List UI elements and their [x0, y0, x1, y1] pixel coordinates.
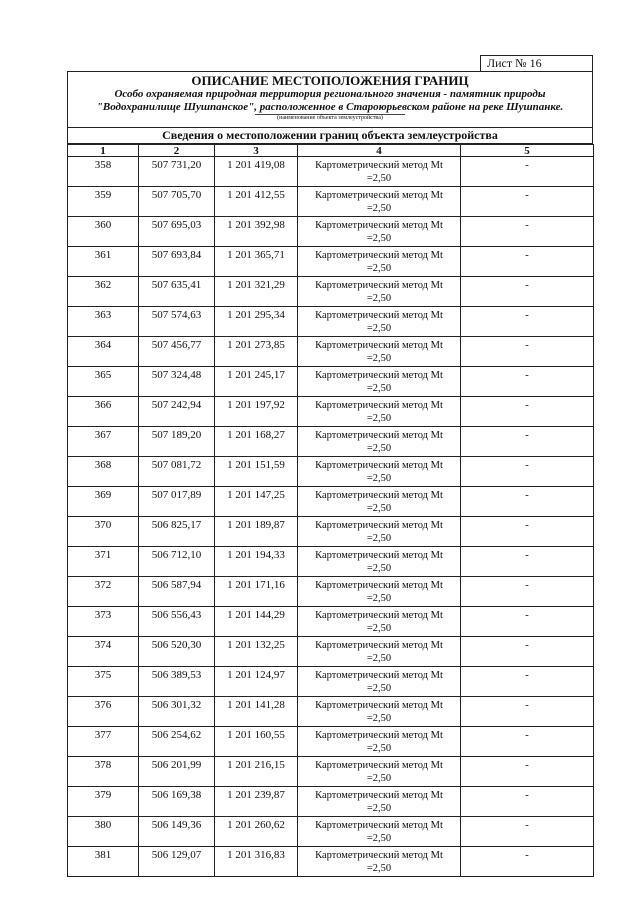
point-number-cell: 371: [68, 547, 139, 577]
coordinate-x-cell: 507 017,89: [139, 487, 215, 517]
method-accuracy: =2,50: [366, 203, 392, 214]
description-cell: -: [461, 427, 594, 457]
table-body: [68, 157, 594, 877]
method-text: Картометрический метод Mt: [315, 640, 443, 651]
table-row: [68, 247, 594, 277]
method-text: Картометрический метод Mt: [315, 610, 443, 621]
table-row: [68, 427, 594, 457]
method-accuracy: =2,50: [366, 623, 392, 634]
method-cell: [298, 337, 461, 367]
method-text: Картометрический метод Mt: [315, 580, 443, 591]
coordinate-y-cell: 1 201 141,28: [215, 697, 298, 727]
document-header: [67, 71, 593, 128]
point-number-cell: 367: [68, 427, 139, 457]
method-accuracy: =2,50: [366, 263, 392, 274]
method-text: Картометрический метод Mt: [315, 160, 443, 171]
point-number-cell: 380: [68, 817, 139, 847]
point-number-cell: 376: [68, 697, 139, 727]
description-cell: -: [461, 457, 594, 487]
document-title: ОПИСАНИЕ МЕСТОПОЛОЖЕНИЯ ГРАНИЦ: [191, 73, 469, 88]
method-cell: [298, 187, 461, 217]
column-header: 3: [215, 145, 298, 157]
method-cell: [298, 277, 461, 307]
method-cell: [298, 427, 461, 457]
description-cell: -: [461, 637, 594, 667]
method-text: Картометрический метод Mt: [315, 520, 443, 531]
description-cell: -: [461, 697, 594, 727]
point-number-cell: 369: [68, 487, 139, 517]
coordinate-y-cell: 1 201 147,25: [215, 487, 298, 517]
description-cell: -: [461, 367, 594, 397]
point-number-cell: 363: [68, 307, 139, 337]
table-row: [68, 187, 594, 217]
method-cell: [298, 367, 461, 397]
table-row: [68, 457, 594, 487]
method-text: Картометрический метод Mt: [315, 400, 443, 411]
method-cell: [298, 517, 461, 547]
coordinate-x-cell: 507 189,20: [139, 427, 215, 457]
method-accuracy: =2,50: [366, 713, 392, 724]
column-header: 4: [298, 145, 461, 157]
description-cell: -: [461, 787, 594, 817]
method-accuracy: =2,50: [366, 533, 392, 544]
method-accuracy: =2,50: [366, 683, 392, 694]
coordinate-y-cell: 1 201 194,33: [215, 547, 298, 577]
coordinate-y-cell: 1 201 144,29: [215, 607, 298, 637]
table-row: [68, 217, 594, 247]
method-accuracy: =2,50: [366, 833, 392, 844]
description-cell: -: [461, 307, 594, 337]
coordinate-x-cell: 507 705,70: [139, 187, 215, 217]
method-text: Картометрический метод Mt: [315, 460, 443, 471]
column-header: 2: [139, 145, 215, 157]
method-accuracy: =2,50: [366, 293, 392, 304]
coordinate-y-cell: 1 201 168,27: [215, 427, 298, 457]
coordinate-x-cell: 506 301,32: [139, 697, 215, 727]
method-text: Картометрический метод Mt: [315, 430, 443, 441]
method-cell: [298, 247, 461, 277]
table-row: [68, 547, 594, 577]
coordinate-y-cell: 1 201 189,87: [215, 517, 298, 547]
object-description-line-2: "Водохранилище Шушпанское", расположенное в Староюрьевском районе на реке Шушпанке.: [96, 101, 564, 113]
coordinate-x-cell: 506 389,53: [139, 667, 215, 697]
table-row: [68, 817, 594, 847]
method-cell: [298, 697, 461, 727]
coordinate-y-cell: 1 201 132,25: [215, 637, 298, 667]
description-cell: -: [461, 847, 594, 877]
method-text: Картометрический метод Mt: [315, 310, 443, 321]
boundary-coordinates-table: [67, 144, 594, 877]
method-text: Картометрический метод Mt: [315, 790, 443, 801]
method-accuracy: =2,50: [366, 743, 392, 754]
method-accuracy: =2,50: [366, 593, 392, 604]
method-text: Картометрический метод Mt: [315, 220, 443, 231]
point-number-cell: 365: [68, 367, 139, 397]
description-cell: -: [461, 577, 594, 607]
coordinate-x-cell: 506 169,38: [139, 787, 215, 817]
description-cell: -: [461, 187, 594, 217]
point-number-cell: 362: [68, 277, 139, 307]
coordinate-y-cell: 1 201 160,55: [215, 727, 298, 757]
table-row: [68, 277, 594, 307]
description-cell: -: [461, 217, 594, 247]
point-number-cell: 379: [68, 787, 139, 817]
sheet-number: Лист № 16: [480, 55, 593, 72]
coordinate-x-cell: 506 149,36: [139, 817, 215, 847]
method-accuracy: =2,50: [366, 353, 392, 364]
method-accuracy: =2,50: [366, 773, 392, 784]
table-row: [68, 157, 594, 187]
method-cell: [298, 607, 461, 637]
column-header: 5: [461, 145, 594, 157]
coordinate-x-cell: 506 825,17: [139, 517, 215, 547]
method-text: Картометрический метод Mt: [315, 850, 443, 861]
description-cell: -: [461, 397, 594, 427]
description-cell: -: [461, 337, 594, 367]
description-cell: -: [461, 667, 594, 697]
coordinate-x-cell: 507 574,63: [139, 307, 215, 337]
point-number-cell: 381: [68, 847, 139, 877]
point-number-cell: 361: [68, 247, 139, 277]
coordinate-y-cell: 1 201 151,59: [215, 457, 298, 487]
coordinate-x-cell: 507 695,03: [139, 217, 215, 247]
method-text: Картометрический метод Mt: [315, 190, 443, 201]
coordinate-y-cell: 1 201 365,71: [215, 247, 298, 277]
method-cell: [298, 667, 461, 697]
coordinate-y-cell: 1 201 197,92: [215, 397, 298, 427]
point-number-cell: 372: [68, 577, 139, 607]
table-row: [68, 727, 594, 757]
point-number-cell: 377: [68, 727, 139, 757]
method-accuracy: =2,50: [366, 323, 392, 334]
table-row: [68, 367, 594, 397]
coordinate-x-cell: 507 635,41: [139, 277, 215, 307]
method-text: Картометрический метод Mt: [315, 370, 443, 381]
table-row: [68, 697, 594, 727]
coordinate-x-cell: 506 129,07: [139, 847, 215, 877]
point-number-cell: 374: [68, 637, 139, 667]
coordinate-y-cell: 1 201 245,17: [215, 367, 298, 397]
method-accuracy: =2,50: [366, 443, 392, 454]
method-cell: [298, 547, 461, 577]
method-cell: [298, 217, 461, 247]
method-cell: [298, 757, 461, 787]
description-cell: -: [461, 517, 594, 547]
coordinate-y-cell: 1 201 392,98: [215, 217, 298, 247]
method-accuracy: =2,50: [366, 863, 392, 874]
method-cell: [298, 457, 461, 487]
table-row: [68, 517, 594, 547]
coordinate-x-cell: 507 242,94: [139, 397, 215, 427]
table-header-row: [68, 145, 594, 157]
method-text: Картометрический метод Mt: [315, 730, 443, 741]
coordinate-x-cell: 506 587,94: [139, 577, 215, 607]
point-number-cell: 360: [68, 217, 139, 247]
coordinate-x-cell: 507 324,48: [139, 367, 215, 397]
method-accuracy: =2,50: [366, 233, 392, 244]
point-number-cell: 368: [68, 457, 139, 487]
description-cell: -: [461, 817, 594, 847]
section-title: Сведения о местоположении границ объекта землеустройства: [67, 128, 593, 144]
method-text: Картометрический метод Mt: [315, 820, 443, 831]
description-cell: -: [461, 727, 594, 757]
method-accuracy: =2,50: [366, 803, 392, 814]
column-header: 1: [68, 145, 139, 157]
method-accuracy: =2,50: [366, 173, 392, 184]
method-cell: [298, 847, 461, 877]
table-row: [68, 577, 594, 607]
description-cell: -: [461, 487, 594, 517]
description-cell: -: [461, 247, 594, 277]
coordinate-x-cell: 507 693,84: [139, 247, 215, 277]
table-row: [68, 607, 594, 637]
method-text: Картометрический метод Mt: [315, 670, 443, 681]
method-cell: [298, 157, 461, 187]
method-text: Картометрический метод Mt: [315, 280, 443, 291]
table-row: [68, 397, 594, 427]
coordinate-y-cell: 1 201 321,29: [215, 277, 298, 307]
method-accuracy: =2,50: [366, 653, 392, 664]
coordinate-x-cell: 506 254,62: [139, 727, 215, 757]
point-number-cell: 370: [68, 517, 139, 547]
point-number-cell: 378: [68, 757, 139, 787]
table-row: [68, 307, 594, 337]
object-name-caption: (наименование объекта землеустройства): [255, 114, 405, 122]
description-cell: -: [461, 277, 594, 307]
coordinate-y-cell: 1 201 171,16: [215, 577, 298, 607]
coordinate-y-cell: 1 201 316,83: [215, 847, 298, 877]
table-row: [68, 337, 594, 367]
coordinate-x-cell: 506 712,10: [139, 547, 215, 577]
description-cell: -: [461, 157, 594, 187]
coordinate-y-cell: 1 201 412,55: [215, 187, 298, 217]
method-cell: [298, 787, 461, 817]
coordinate-y-cell: 1 201 239,87: [215, 787, 298, 817]
method-accuracy: =2,50: [366, 503, 392, 514]
method-cell: [298, 577, 461, 607]
table-row: [68, 667, 594, 697]
coordinate-x-cell: 506 520,30: [139, 637, 215, 667]
coordinate-y-cell: 1 201 216,15: [215, 757, 298, 787]
point-number-cell: 359: [68, 187, 139, 217]
coordinate-x-cell: 506 201,99: [139, 757, 215, 787]
method-cell: [298, 817, 461, 847]
coordinate-x-cell: 506 556,43: [139, 607, 215, 637]
description-cell: -: [461, 757, 594, 787]
table-row: [68, 637, 594, 667]
table-row: [68, 487, 594, 517]
coordinate-x-cell: 507 731,20: [139, 157, 215, 187]
table-row: [68, 787, 594, 817]
method-text: Картометрический метод Mt: [315, 250, 443, 261]
method-text: Картометрический метод Mt: [315, 550, 443, 561]
method-cell: [298, 487, 461, 517]
point-number-cell: 358: [68, 157, 139, 187]
object-description-line-1: Особо охраняемая природная территория регионального значения - памятник природы: [114, 88, 546, 100]
method-accuracy: =2,50: [366, 563, 392, 574]
description-cell: -: [461, 607, 594, 637]
coordinate-y-cell: 1 201 124,97: [215, 667, 298, 697]
point-number-cell: 373: [68, 607, 139, 637]
coordinate-y-cell: 1 201 260,62: [215, 817, 298, 847]
coordinate-y-cell: 1 201 273,85: [215, 337, 298, 367]
coordinate-x-cell: 507 081,72: [139, 457, 215, 487]
method-cell: [298, 637, 461, 667]
point-number-cell: 375: [68, 667, 139, 697]
description-cell: -: [461, 547, 594, 577]
coordinate-y-cell: 1 201 419,08: [215, 157, 298, 187]
point-number-cell: 364: [68, 337, 139, 367]
method-text: Картометрический метод Mt: [315, 760, 443, 771]
method-accuracy: =2,50: [366, 413, 392, 424]
method-cell: [298, 727, 461, 757]
method-text: Картометрический метод Mt: [315, 340, 443, 351]
method-text: Картометрический метод Mt: [315, 700, 443, 711]
coordinate-x-cell: 507 456,77: [139, 337, 215, 367]
method-accuracy: =2,50: [366, 473, 392, 484]
coordinate-y-cell: 1 201 295,34: [215, 307, 298, 337]
method-cell: [298, 307, 461, 337]
method-cell: [298, 397, 461, 427]
method-text: Картометрический метод Mt: [315, 490, 443, 501]
table-row: [68, 757, 594, 787]
method-accuracy: =2,50: [366, 383, 392, 394]
point-number-cell: 366: [68, 397, 139, 427]
table-row: [68, 847, 594, 877]
